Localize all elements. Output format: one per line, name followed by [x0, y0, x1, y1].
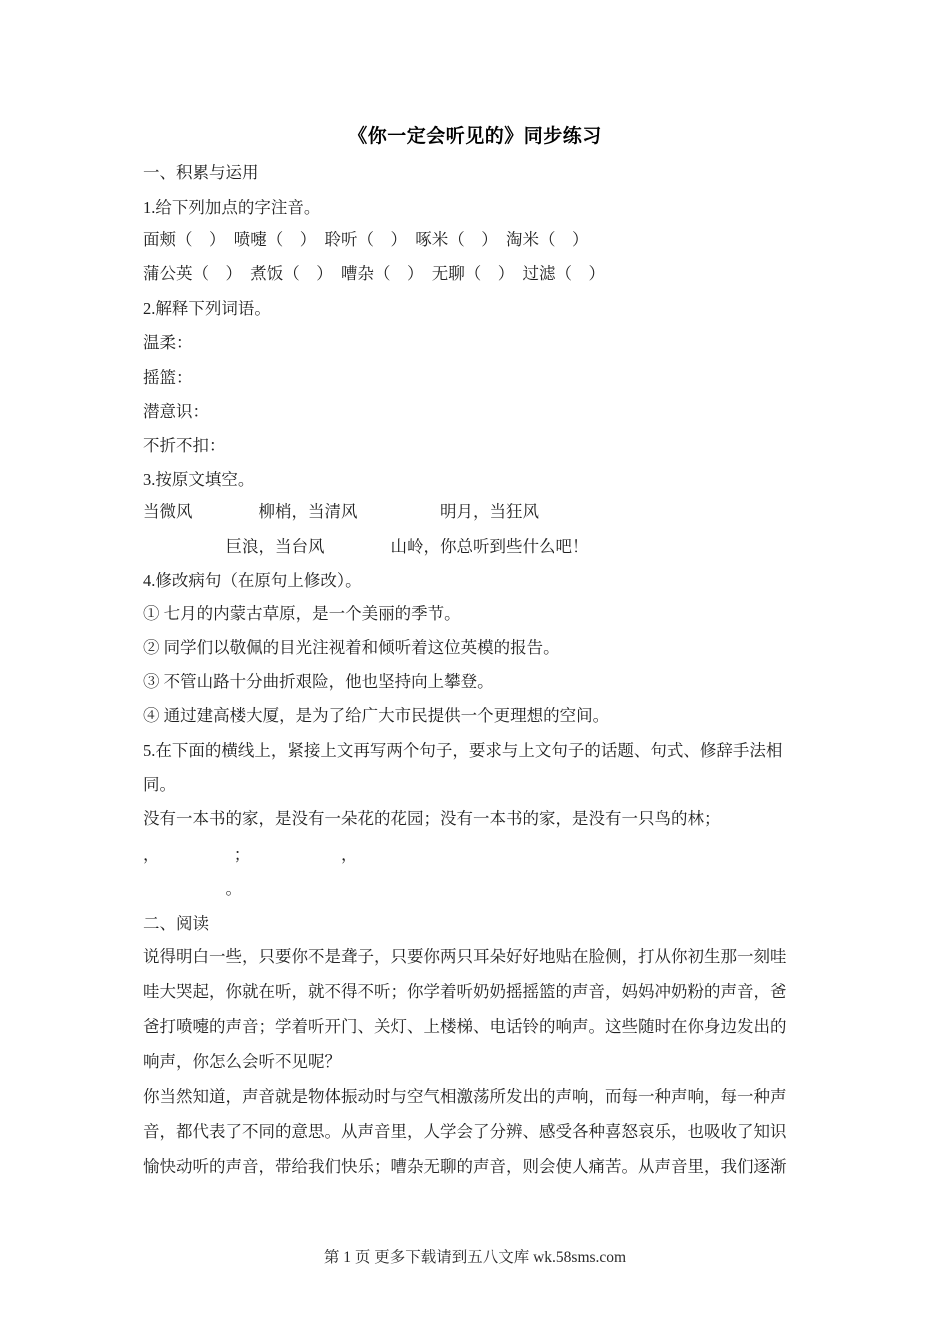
section-1-heading: 一、积累与运用	[143, 163, 259, 182]
question-4-prompt: 4.修改病句（在原句上修改）。	[143, 571, 362, 590]
question-1-pinyin-row-1: 面颊（ ） 喷嚏（ ） 聆听（ ） 啄米（ ） 淘米（ ）	[143, 230, 589, 249]
reading-passage-line-2: 哇大哭起，你就在听，就不得不听；你学着听奶奶摇摇篮的声音，妈妈冲奶粉的声音，爸	[143, 982, 787, 1001]
question-4-item-4: ④ 通过建高楼大厦，是为了给广大市民提供一个更理想的空间。	[143, 706, 610, 725]
question-2-term-2: 摇篮：	[143, 368, 193, 387]
question-3-prompt: 3.按原文填空。	[143, 470, 255, 489]
question-1-pinyin-row-2: 蒲公英（ ） 煮饭（ ） 嘈杂（ ） 无聊（ ） 过滤（ ）	[143, 264, 605, 283]
page-footer: 第 1 页 更多下载请到五八文库 wk.58sms.com	[323, 1249, 627, 1266]
question-2-term-3: 潜意识：	[143, 402, 209, 421]
document-title: 《你一定会听见的》同步练习	[348, 126, 602, 147]
reading-passage-line-7: 愉快动听的声音，带给我们快乐；嘈杂无聊的声音，则会使人痛苦。从声音里，我们逐渐	[143, 1157, 787, 1176]
question-4-item-1: ① 七月的内蒙古草原，是一个美丽的季节。	[143, 604, 461, 623]
question-5-blank-line-1: ， ； ，	[143, 845, 358, 864]
question-3-fill-line-2: 巨浪，当台风 山岭，你总听到些什么吧！	[143, 537, 589, 556]
question-2-term-1: 温柔：	[143, 333, 193, 352]
question-5-prompt-line-2: 同。	[143, 775, 176, 794]
question-3-fill-line-1: 当微风 柳梢，当清风 明月，当狂风	[143, 502, 539, 521]
section-2-heading: 二、阅读	[143, 914, 209, 933]
reading-passage-line-5: 你当然知道，声音就是物体振动时与空气相激荡所发出的声响，而每一种声响，每一种声	[143, 1087, 787, 1106]
question-2-term-4: 不折不扣：	[143, 436, 226, 455]
reading-passage-line-4: 响声，你怎么会听不见呢？	[143, 1052, 341, 1071]
reading-passage-line-6: 音，都代表了不同的意思。从声音里，人学会了分辨、感受各种喜怒哀乐，也吸收了知识	[143, 1122, 787, 1141]
question-4-item-3: ③ 不管山路十分曲折艰险，他也坚持向上攀登。	[143, 672, 494, 691]
question-4-item-2: ② 同学们以敬佩的目光注视着和倾听着这位英模的报告。	[143, 638, 560, 657]
question-5-model-sentence: 没有一本书的家，是没有一朵花的花园；没有一本书的家，是没有一只鸟的林；	[143, 809, 721, 828]
question-5-prompt-line-1: 5.在下面的横线上，紧接上文再写两个句子，要求与上文句子的话题、句式、修辞手法相	[143, 741, 783, 760]
question-1-prompt: 1.给下列加点的字注音。	[143, 198, 321, 217]
question-2-prompt: 2.解释下列词语。	[143, 299, 271, 318]
reading-passage-line-1: 说得明白一些，只要你不是聋子，只要你两只耳朵好好地贴在脸侧，打从你初生那一刻哇	[143, 947, 787, 966]
question-5-blank-line-2: 。	[143, 879, 242, 898]
reading-passage-line-3: 爸打喷嚏的声音；学着听开门、关灯、上楼梯、电话铃的响声。这些随时在你身边发出的	[143, 1017, 787, 1036]
